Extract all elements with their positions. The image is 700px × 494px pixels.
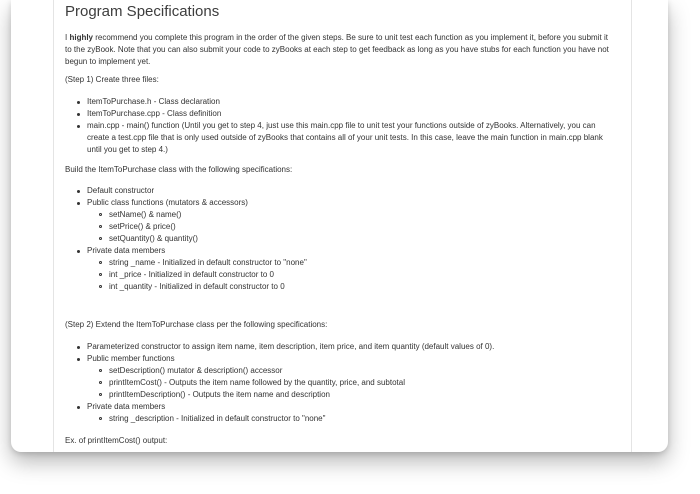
document-card [11, 0, 668, 452]
intro-rest: recommend you complete this program in the order of the given steps. Be sure to unit test each function as you implement it, before you submit it to the zyBook. Note that you can also submit your code to zyBooks at each step to get feedback as long as you have stubs for each function you have not begun to implement yet. [65, 33, 609, 66]
private-members-sublist [99, 257, 613, 293]
file-list [77, 96, 613, 156]
public-functions-sublist [99, 209, 613, 245]
member-item: string _name - Initialized in default constructor to "none" [99, 257, 613, 269]
spec-public-member-functions [77, 353, 613, 401]
build-instructions: Build the ItemToPurchase class with the following specifications: [65, 165, 293, 174]
page-title: Program Specifications [65, 3, 220, 20]
spec-default-constructor: Default constructor [77, 185, 613, 197]
intro-emphasis: highly [69, 33, 94, 42]
private-data-sublist [99, 413, 613, 425]
step2-spec-list [77, 341, 613, 425]
function-item: printItemDescription() - Outputs the item name and description [99, 389, 613, 401]
right-margin-rule [631, 0, 632, 452]
file-item-header: ItemToPurchase.h - Class declaration [77, 96, 613, 108]
function-item: setQuantity() & quantity() [99, 233, 613, 245]
spec-public-functions-label: Public class functions (mutators & accessors) [87, 198, 248, 207]
function-item: printItemCost() - Outputs the item name followed by the quantity, price, and subtotal [99, 377, 613, 389]
spec-public-functions [77, 197, 613, 245]
file-item-main: main.cpp - main() function (Until you get to step 4, just use this main.cpp file to unit test your functions outside of zyBooks. Alternatively, you can create a test.cpp file that is only used outside of zyBooks that contains all of your unit tests. In this case, leave the main function in main.cpp blank until you get to step 4.) [77, 120, 613, 156]
intro-paragraph [65, 32, 613, 68]
spec-public-member-functions-label: Public member functions [87, 354, 175, 363]
spec-private-data-members-label: Private data members [87, 402, 166, 411]
function-item: setDescription() mutator & description() accessor [99, 365, 613, 377]
step2-heading: (Step 2) Extend the ItemToPurchase class per the following specifications: [65, 320, 328, 329]
spec-param-constructor: Parameterized constructor to assign item name, item description, item price, and item quantity (default values of 0). [77, 341, 613, 353]
step1-spec-list [77, 185, 613, 293]
spec-private-members-label: Private data members [87, 246, 166, 255]
member-item: int _price - Initialized in default constructor to 0 [99, 269, 613, 281]
example-label: Ex. of printItemCost() output: [65, 436, 168, 445]
member-item: int _quantity - Initialized in default constructor to 0 [99, 281, 613, 293]
function-item: setPrice() & price() [99, 221, 613, 233]
member-functions-sublist [99, 365, 613, 401]
step1-heading: (Step 1) Create three files: [65, 75, 159, 84]
spec-private-data-members [77, 401, 613, 425]
spec-private-members [77, 245, 613, 293]
content-area [65, 3, 613, 447]
file-item-cpp: ItemToPurchase.cpp - Class definition [77, 108, 613, 120]
intro-prefix: I [65, 33, 70, 42]
member-item: string _description - Initialized in default constructor to "none" [99, 413, 613, 425]
left-margin-rule [53, 0, 54, 452]
function-item: setName() & name() [99, 209, 613, 221]
